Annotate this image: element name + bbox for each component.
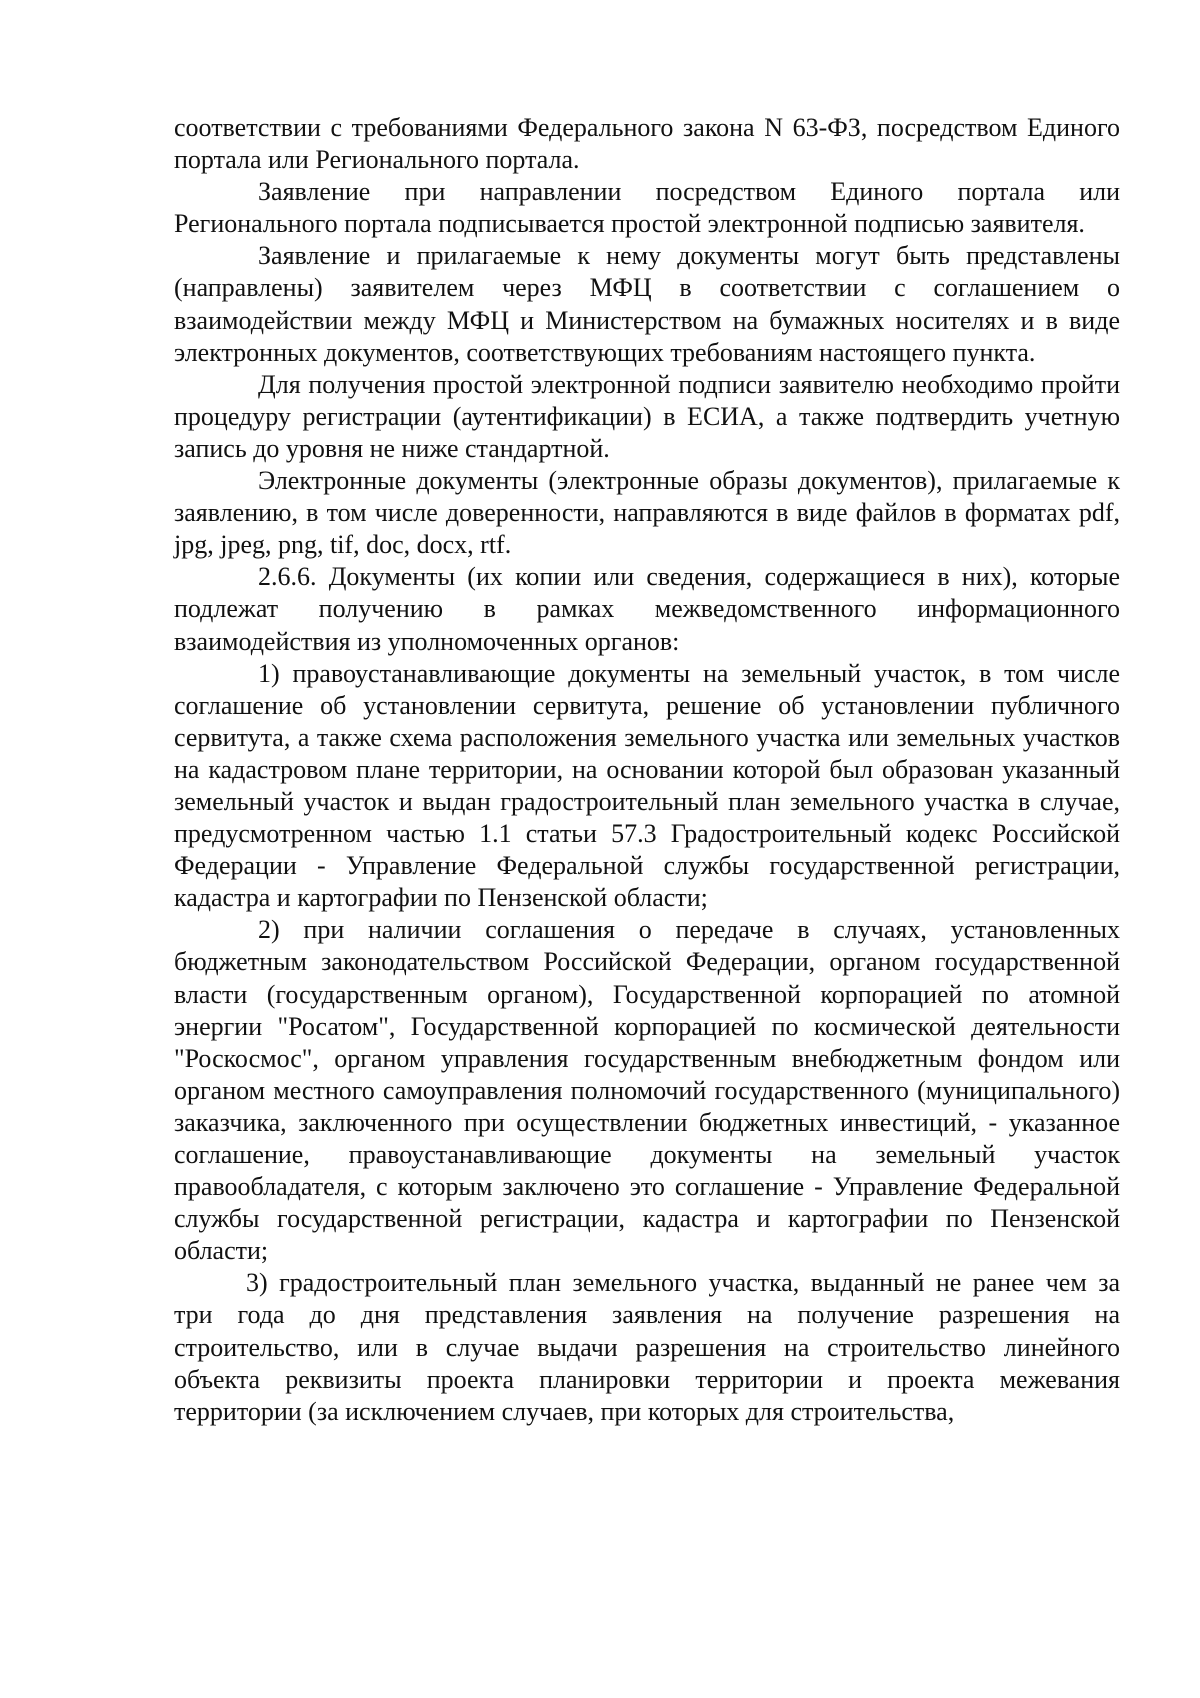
paragraph-2-6-6: 2.6.6. Документы (их копии или сведения, содержащиеся в них), которые подлежат получению в рамках межведомственного информационного взаимодействия из уполномоченных органов: [174, 562, 1120, 656]
paragraph-esia: Для получения простой электронной подписи заявителю необходимо пройти процедуру регистрации (аутентификации) в ЕСИА, а также подтвердить учетную запись до уровня не ниже стандартной. [174, 369, 1120, 463]
list-item-3: 3) градостроительный план земельного участка, выданный не ранее чем за три года до дня представления заявления на получение разрешения на строительство, или в случае выдачи разрешения на строительство линейного объекта реквизиты проекта планировки территории и проекта межевания территории (за исключением случаев, при которых для строительства, [174, 1268, 1120, 1426]
paragraph-continuation: соответствии с требованиями Федерального закона N 63-ФЗ, посредством Единого портала или Регионального портала. [174, 113, 1120, 175]
document-body [174, 112, 1120, 1428]
paragraph-signature: Заявление при направлении посредством Единого портала или Регионального портала подписывается простой электронной подписью заявителя. [174, 177, 1120, 239]
list-item-1: 1) правоустанавливающие документы на земельный участок, в том числе соглашение об установлении сервитута, решение об установлении публичного сервитута, а также схема расположения земельного участка или земельных участков на кадастровом плане территории, на основании которой был образован указанный земельный участок и выдан градостроительный план земельного участка в случае, предусмотренном частью 1.1 статьи 57.3 Градостроительный кодекс Российской Федерации - Управление Федеральной службы государственной регистрации, кадастра и картографии по Пензенской области; [174, 658, 1120, 913]
list-item-2: 2) при наличии соглашения о передаче в случаях, установленных бюджетным законодательством Российской Федерации, органом государственной власти (государственным органом), Государственной корпорацией по атомной энергии "Росатом", Государственной корпорацией по космической деятельности "Роскосмос", органом управления государственным внебюджетным фондом или органом местного самоуправления полномочий государственного (муниципального) заказчика, заключенного при осуществлении бюджетных инвестиций, - указанное соглашение, правоустанавливающие документы на земельный участок правообладателя, с которым заключено это соглашение - Управление Федеральной службы государственной регистрации, кадастра и картографии по Пензенской области; [174, 915, 1120, 1266]
paragraph-mfc: Заявление и прилагаемые к нему документы могут быть представлены (направлены) заявителем через МФЦ в соответствии с соглашением о взаимодействии между МФЦ и Министерством на бумажных носителях и в виде электронных документов, соответствующих требованиям настоящего пункта. [174, 241, 1120, 367]
paragraph-file-formats: Электронные документы (электронные образы документов), прилагаемые к заявлению, в том числе доверенности, направляются в виде файлов в форматах pdf, jpg, jpeg, png, tif, doc, docx, rtf. [174, 466, 1120, 560]
